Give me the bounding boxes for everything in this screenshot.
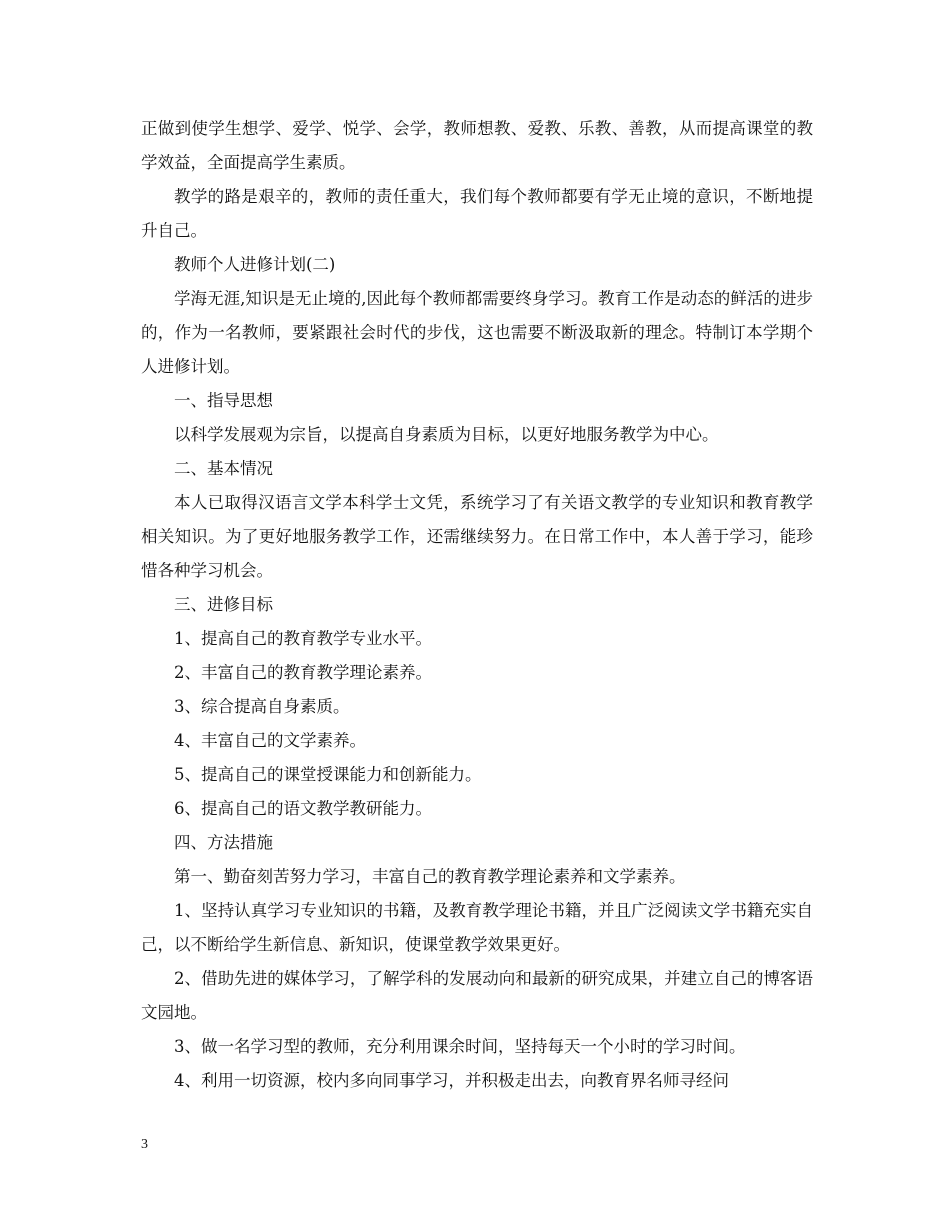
paragraph: 第一、勤奋刻苦努力学习，丰富自己的教育教学理论素养和文学素养。 [174,867,686,886]
section-title: 教师个人进修计划(二) [174,255,336,274]
list-item: 1、坚持认真学习专业知识的书籍，及教育教学理论书籍，并且广泛阅读文学书籍充实自己，以不断给学生新信息、新知识，使课堂教学效果更好。 [141,901,813,954]
list-item: 2、丰富自己的教育教学理论素养。 [174,663,432,682]
paragraph: 正做到使学生想学、爱学、悦学、会学，教师想教、爱教、乐教、善教，从而提高课堂的教学效益，全面提高学生素质。 [141,119,813,172]
heading-methods: 四、方法措施 [174,833,273,852]
list-item: 2、借助先进的媒体学习，了解学科的发展动向和最新的研究成果，并建立自己的博客语文园地。 [141,969,813,1022]
heading-basic-situation: 二、基本情况 [174,459,273,478]
paragraph: 教学的路是艰辛的，教师的责任重大，我们每个教师都要有学无止境的意识，不断地提升自己。 [141,187,813,240]
list-item: 3、做一名学习型的教师，充分利用课余时间，坚持每天一个小时的学习时间。 [174,1037,746,1056]
list-item: 3、综合提高自身素质。 [174,697,350,716]
heading-goals: 三、进修目标 [174,595,273,614]
list-item: 6、提高自己的语文教学教研能力。 [174,799,432,818]
paragraph: 本人已取得汉语言文学本科学士文凭，系统学习了有关语文教学的专业知识和教育教学相关知识。为了更好地服务教学工作，还需继续努力。在日常工作中，本人善于学习，能珍惜各种学习机会。 [141,493,813,580]
paragraph: 以科学发展观为宗旨，以提高自身素质为目标，以更好地服务教学为中心。 [174,425,719,444]
paragraph: 学海无涯,知识是无止境的,因此每个教师都需要终身学习。教育工作是动态的鲜活的进步的，作为一名教师，要紧跟社会时代的步伐，这也需要不断汲取新的理念。特制订本学期个人进修计划。 [141,289,813,376]
list-item: 4、丰富自己的文学素养。 [174,731,366,750]
document-body [141,112,813,1098]
heading-guiding-thought: 一、指导思想 [174,391,273,410]
list-item: 1、提高自己的教育教学专业水平。 [174,629,432,648]
list-item: 4、利用一切资源，校内多向同事学习，并积极走出去，向教育界名师寻经问 [174,1071,729,1090]
list-item: 5、提高自己的课堂授课能力和创新能力。 [174,765,482,784]
page-number: 3 [141,1137,148,1152]
